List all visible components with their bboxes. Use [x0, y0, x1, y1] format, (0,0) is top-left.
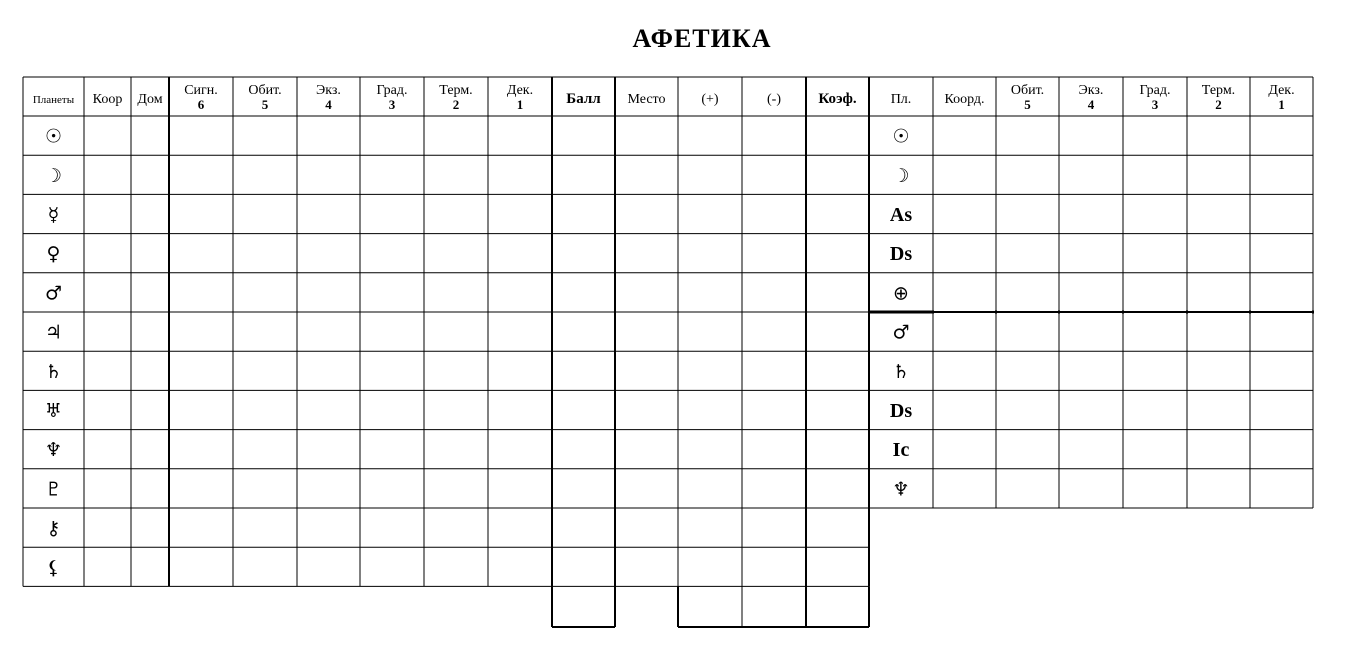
left-header-label: Балл — [566, 91, 601, 107]
planet-symbol-icon: ♄ — [44, 360, 63, 383]
left-cell[interactable] — [425, 509, 487, 546]
left-header-number: 5 — [261, 97, 269, 112]
left-cell[interactable] — [132, 509, 168, 546]
right-cell[interactable] — [1188, 470, 1249, 507]
right-cell[interactable] — [1251, 470, 1312, 507]
left-cell[interactable] — [553, 352, 614, 389]
left-cell[interactable] — [553, 509, 614, 546]
left-cell[interactable] — [743, 156, 805, 193]
left-cell[interactable] — [489, 313, 551, 350]
left-cell[interactable] — [234, 274, 296, 311]
left-cell[interactable] — [298, 548, 359, 585]
right-cell[interactable] — [1251, 431, 1312, 468]
left-cell[interactable] — [425, 431, 487, 468]
left-header-label: Коэф. — [818, 91, 857, 107]
left-cell[interactable] — [616, 509, 677, 546]
left-cell[interactable] — [743, 195, 805, 232]
right-cell[interactable] — [1188, 313, 1249, 350]
right-cell[interactable] — [934, 274, 995, 311]
plus-total-cell[interactable] — [680, 588, 741, 625]
left-header-number: 3 — [388, 97, 396, 112]
left-cell[interactable] — [553, 235, 614, 272]
left-cell[interactable] — [425, 313, 487, 350]
planet-symbol-icon: ☉ — [892, 125, 910, 148]
planet-symbol-icon: ♀ — [46, 243, 61, 266]
left-header-label: Сигн. — [184, 83, 218, 98]
right-cell[interactable] — [1124, 313, 1186, 350]
left-cell[interactable] — [132, 195, 168, 232]
point-label: Ic — [892, 439, 910, 462]
left-cell[interactable] — [489, 352, 551, 389]
left-cell[interactable] — [553, 117, 614, 154]
left-cell[interactable] — [807, 156, 868, 193]
left-cell[interactable] — [85, 391, 130, 428]
left-header-label: Планеты — [32, 94, 75, 106]
planet-symbol-icon: ♇ — [44, 478, 63, 501]
left-cell[interactable] — [553, 548, 614, 585]
right-cell[interactable] — [1188, 235, 1249, 272]
right-cell[interactable] — [934, 431, 995, 468]
point-label: As — [889, 204, 913, 226]
left-cell[interactable] — [743, 470, 805, 507]
right-cell[interactable] — [1188, 274, 1249, 311]
left-cell[interactable] — [425, 548, 487, 585]
left-cell[interactable] — [361, 195, 423, 232]
planet-symbol-icon: ♆ — [44, 439, 63, 462]
right-cell[interactable] — [934, 470, 995, 507]
planet-symbol-icon: ♆ — [892, 478, 910, 501]
left-cell[interactable] — [170, 548, 232, 585]
right-cell[interactable] — [1060, 117, 1122, 154]
left-cell[interactable] — [807, 274, 868, 311]
right-cell[interactable] — [1188, 117, 1249, 154]
planet-symbol-icon: ⚸ — [46, 556, 61, 579]
left-cell[interactable] — [616, 156, 677, 193]
left-cell[interactable] — [425, 391, 487, 428]
right-header-label: Экз. — [1078, 83, 1104, 98]
left-cell[interactable] — [132, 431, 168, 468]
right-cell[interactable] — [934, 195, 995, 232]
left-cell[interactable] — [489, 274, 551, 311]
left-cell[interactable] — [85, 352, 130, 389]
left-cell[interactable] — [361, 391, 423, 428]
right-cell[interactable] — [997, 274, 1058, 311]
planet-symbol-icon: ☽ — [892, 164, 910, 187]
left-cell[interactable] — [170, 391, 232, 428]
left-cell[interactable] — [743, 509, 805, 546]
left-cell[interactable] — [743, 548, 805, 585]
left-header-label: Терм. — [439, 83, 473, 98]
right-header-label: Терм. — [1201, 83, 1236, 98]
right-header-label: Дек. — [1268, 83, 1295, 98]
right-cell[interactable] — [997, 470, 1058, 507]
left-cell[interactable] — [234, 548, 296, 585]
left-cell[interactable] — [425, 352, 487, 389]
left-cell[interactable] — [807, 391, 868, 428]
left-cell[interactable] — [553, 274, 614, 311]
left-cell[interactable] — [743, 391, 805, 428]
left-cell[interactable] — [361, 235, 423, 272]
left-header-label: (+) — [701, 92, 719, 107]
left-cell[interactable] — [132, 391, 168, 428]
left-cell[interactable] — [489, 548, 551, 585]
left-header-number: 4 — [325, 97, 332, 112]
left-cell[interactable] — [679, 235, 741, 272]
left-cell[interactable] — [489, 431, 551, 468]
left-cell[interactable] — [234, 195, 296, 232]
right-cell[interactable] — [1188, 431, 1249, 468]
left-cell[interactable] — [170, 509, 232, 546]
left-cell[interactable] — [170, 195, 232, 232]
right-cell[interactable] — [1251, 274, 1312, 311]
right-cell[interactable] — [997, 117, 1058, 154]
right-header-label: Пл. — [890, 92, 912, 107]
left-cell[interactable] — [234, 352, 296, 389]
left-header-number: 2 — [452, 97, 460, 112]
left-cell[interactable] — [553, 470, 614, 507]
left-cell[interactable] — [679, 313, 741, 350]
left-cell[interactable] — [679, 274, 741, 311]
right-cell[interactable] — [997, 352, 1058, 389]
right-cell[interactable] — [1060, 235, 1122, 272]
right-cell[interactable] — [1251, 117, 1312, 154]
left-cell[interactable] — [679, 509, 741, 546]
left-cell[interactable] — [132, 274, 168, 311]
point-label: Ds — [889, 243, 913, 266]
right-cell[interactable] — [1188, 156, 1249, 193]
left-cell[interactable] — [85, 156, 130, 193]
left-cell[interactable] — [425, 235, 487, 272]
left-cell[interactable] — [425, 470, 487, 507]
right-cell[interactable] — [1060, 274, 1122, 311]
left-cell[interactable] — [234, 431, 296, 468]
right-cell[interactable] — [1251, 313, 1312, 350]
left-cell[interactable] — [85, 548, 130, 585]
left-cell[interactable] — [425, 274, 487, 311]
right-cell[interactable] — [1251, 235, 1312, 272]
right-cell[interactable] — [1060, 352, 1122, 389]
left-cell[interactable] — [616, 195, 677, 232]
right-header-label: Град. — [1139, 83, 1171, 98]
left-cell[interactable] — [361, 509, 423, 546]
planet-symbol-icon: ♂ — [44, 282, 63, 305]
left-cell[interactable] — [807, 548, 868, 585]
left-cell[interactable] — [425, 156, 487, 193]
right-cell[interactable] — [934, 117, 995, 154]
left-cell[interactable] — [425, 195, 487, 232]
left-cell[interactable] — [170, 352, 232, 389]
left-cell[interactable] — [616, 274, 677, 311]
left-cell[interactable] — [489, 117, 551, 154]
right-header-label: Коорд. — [944, 92, 985, 107]
left-cell[interactable] — [679, 431, 741, 468]
right-cell[interactable] — [1060, 470, 1122, 507]
left-cell[interactable] — [489, 509, 551, 546]
point-label: Ds — [889, 400, 913, 422]
planet-symbol-icon: ♅ — [44, 400, 63, 422]
left-cell[interactable] — [234, 117, 296, 154]
table-cells — [85, 117, 1312, 625]
right-cell[interactable] — [1124, 235, 1186, 272]
right-header-number: 4 — [1087, 97, 1095, 112]
planet-symbol-icon: ♃ — [44, 321, 63, 344]
right-cell[interactable] — [934, 313, 995, 350]
left-cell[interactable] — [298, 235, 359, 272]
left-cell[interactable] — [553, 195, 614, 232]
left-cell[interactable] — [679, 470, 741, 507]
right-cell[interactable] — [997, 235, 1058, 272]
left-header-label: Коор — [92, 92, 123, 107]
planet-symbol-icon: ♂ — [892, 321, 910, 344]
left-cell[interactable] — [807, 235, 868, 272]
left-header-label: Обит. — [248, 83, 282, 98]
left-cell[interactable] — [298, 391, 359, 428]
left-cell[interactable] — [85, 470, 130, 507]
right-header-label: Обит. — [1010, 83, 1045, 98]
left-cell[interactable] — [361, 156, 423, 193]
right-cell[interactable] — [1188, 391, 1249, 428]
left-cell[interactable] — [85, 313, 130, 350]
left-header-label: (-) — [767, 92, 781, 107]
planet-symbol-icon: ☿ — [47, 204, 60, 226]
left-cell[interactable] — [170, 431, 232, 468]
left-cell[interactable] — [298, 274, 359, 311]
right-cell[interactable] — [1124, 470, 1186, 507]
right-cell[interactable] — [934, 235, 995, 272]
left-header-label: Экз. — [316, 83, 341, 98]
right-cell[interactable] — [934, 156, 995, 193]
left-cell[interactable] — [85, 117, 130, 154]
left-cell[interactable] — [807, 431, 868, 468]
right-cell[interactable] — [997, 156, 1058, 193]
left-header-label: Град. — [376, 83, 408, 98]
left-header-label: Дек. — [506, 83, 534, 98]
left-header-label: Место — [627, 92, 666, 107]
left-cell[interactable] — [170, 156, 232, 193]
minus-total-cell[interactable] — [743, 588, 805, 625]
left-cell[interactable] — [234, 509, 296, 546]
left-cell[interactable] — [298, 431, 359, 468]
left-cell[interactable] — [170, 117, 232, 154]
right-cell[interactable] — [934, 352, 995, 389]
left-cell[interactable] — [85, 431, 130, 468]
right-cell[interactable] — [934, 391, 995, 428]
left-cell[interactable] — [361, 431, 423, 468]
planet-symbol-icon: ☉ — [44, 125, 63, 148]
left-cell[interactable] — [361, 313, 423, 350]
right-cell[interactable] — [1124, 156, 1186, 193]
right-cell[interactable] — [997, 313, 1058, 350]
left-cell[interactable] — [807, 195, 868, 232]
left-cell[interactable] — [132, 117, 168, 154]
left-cell[interactable] — [807, 117, 868, 154]
left-cell[interactable] — [553, 313, 614, 350]
left-cell[interactable] — [489, 195, 551, 232]
coef-total-cell[interactable] — [808, 588, 867, 625]
right-cell[interactable] — [1251, 391, 1312, 428]
left-cell[interactable] — [489, 470, 551, 507]
left-cell[interactable] — [807, 470, 868, 507]
left-header-number: 6 — [197, 97, 205, 112]
left-cell[interactable] — [807, 509, 868, 546]
left-cell[interactable] — [616, 548, 677, 585]
left-cell[interactable] — [170, 470, 232, 507]
right-cell[interactable] — [1060, 431, 1122, 468]
left-cell[interactable] — [85, 509, 130, 546]
left-cell[interactable] — [234, 156, 296, 193]
right-cell[interactable] — [997, 391, 1058, 428]
left-cell[interactable] — [298, 195, 359, 232]
left-cell[interactable] — [616, 235, 677, 272]
left-cell[interactable] — [361, 274, 423, 311]
left-cell[interactable] — [679, 195, 741, 232]
right-cell[interactable] — [1124, 117, 1186, 154]
left-cell[interactable] — [807, 352, 868, 389]
left-cell[interactable] — [616, 470, 677, 507]
left-cell[interactable] — [85, 235, 130, 272]
right-header-number: 3 — [1151, 97, 1159, 112]
right-cell[interactable] — [1060, 313, 1122, 350]
left-cell[interactable] — [132, 548, 168, 585]
left-cell[interactable] — [361, 548, 423, 585]
left-cell[interactable] — [298, 470, 359, 507]
left-cell[interactable] — [85, 195, 130, 232]
right-cell[interactable] — [1124, 352, 1186, 389]
left-cell[interactable] — [616, 313, 677, 350]
right-cell[interactable] — [1251, 352, 1312, 389]
left-cell[interactable] — [489, 235, 551, 272]
left-cell[interactable] — [425, 117, 487, 154]
right-cell[interactable] — [1251, 195, 1312, 232]
left-cell[interactable] — [616, 117, 677, 154]
left-cell[interactable] — [743, 352, 805, 389]
left-cell[interactable] — [553, 431, 614, 468]
right-cell[interactable] — [1188, 195, 1249, 232]
right-cell[interactable] — [1124, 391, 1186, 428]
left-cell[interactable] — [170, 235, 232, 272]
left-cell[interactable] — [170, 274, 232, 311]
left-cell[interactable] — [298, 156, 359, 193]
left-cell[interactable] — [298, 313, 359, 350]
planet-symbol-icon: ⊕ — [893, 282, 909, 305]
right-cell[interactable] — [1060, 391, 1122, 428]
left-cell[interactable] — [234, 391, 296, 428]
left-cell[interactable] — [553, 391, 614, 428]
right-cell[interactable] — [997, 431, 1058, 468]
left-cell[interactable] — [170, 313, 232, 350]
left-cell[interactable] — [743, 274, 805, 311]
right-cell[interactable] — [1251, 156, 1312, 193]
planet-symbol-icon: ⚷ — [46, 517, 61, 540]
left-cell[interactable] — [679, 391, 741, 428]
left-cell[interactable] — [743, 431, 805, 468]
left-cell[interactable] — [489, 391, 551, 428]
left-cell[interactable] — [616, 431, 677, 468]
left-cell[interactable] — [361, 352, 423, 389]
page-title: АФЕТИКА — [632, 24, 772, 53]
left-cell[interactable] — [132, 352, 168, 389]
right-header-number: 1 — [1278, 97, 1285, 112]
left-cell[interactable] — [298, 117, 359, 154]
left-cell[interactable] — [679, 156, 741, 193]
planet-symbol-icon: ♄ — [892, 360, 910, 383]
left-cell[interactable] — [234, 235, 296, 272]
left-cell[interactable] — [679, 352, 741, 389]
left-cell[interactable] — [234, 470, 296, 507]
left-cell[interactable] — [553, 156, 614, 193]
right-cell[interactable] — [997, 195, 1058, 232]
planet-symbol-icon: ☽ — [44, 164, 63, 187]
left-cell[interactable] — [679, 117, 741, 154]
right-cell[interactable] — [1124, 431, 1186, 468]
right-cell[interactable] — [1060, 195, 1122, 232]
balance-total-cell[interactable] — [554, 588, 613, 625]
right-header-number: 2 — [1215, 97, 1222, 112]
left-cell[interactable] — [132, 470, 168, 507]
left-cell[interactable] — [807, 313, 868, 350]
left-cell[interactable] — [85, 274, 130, 311]
right-header-number: 5 — [1024, 97, 1031, 112]
left-cell[interactable] — [361, 117, 423, 154]
left-cell[interactable] — [743, 117, 805, 154]
left-cell[interactable] — [298, 509, 359, 546]
left-header-label: Дом — [137, 92, 163, 107]
left-cell[interactable] — [132, 235, 168, 272]
left-header-number: 1 — [516, 97, 524, 112]
right-cell[interactable] — [1060, 156, 1122, 193]
left-cell[interactable] — [616, 352, 677, 389]
right-cell[interactable] — [1188, 352, 1249, 389]
left-cell[interactable] — [298, 352, 359, 389]
left-cell[interactable] — [234, 313, 296, 350]
right-cell[interactable] — [1124, 274, 1186, 311]
left-cell[interactable] — [132, 156, 168, 193]
left-cell[interactable] — [361, 470, 423, 507]
left-cell[interactable] — [132, 313, 168, 350]
left-cell[interactable] — [679, 548, 741, 585]
left-cell[interactable] — [616, 391, 677, 428]
left-cell[interactable] — [743, 235, 805, 272]
right-cell[interactable] — [1124, 195, 1186, 232]
left-cell[interactable] — [743, 313, 805, 350]
left-cell[interactable] — [489, 156, 551, 193]
